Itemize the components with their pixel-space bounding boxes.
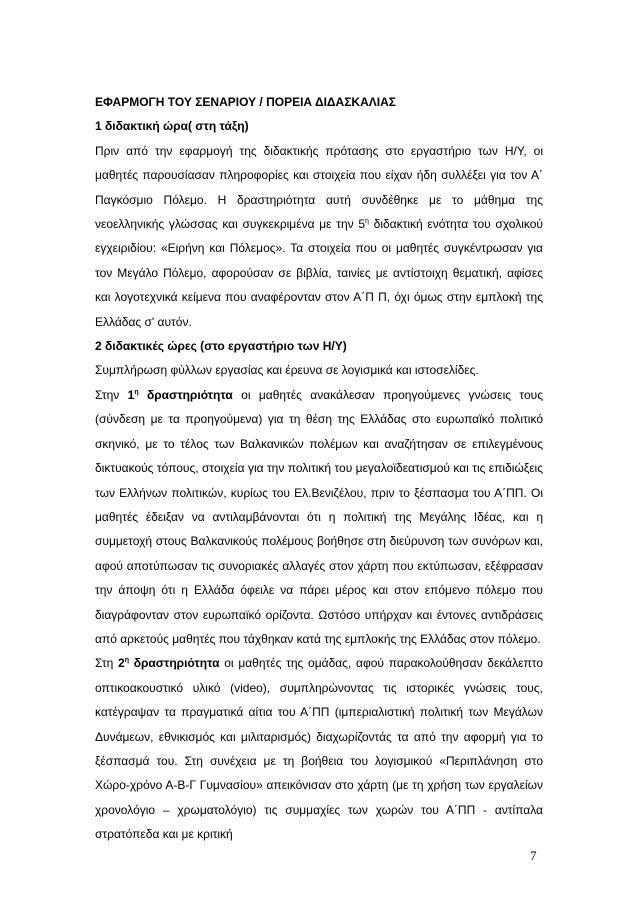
activity1-word: δραστηριότητα (138, 387, 233, 402)
activity1-superscript: η (134, 388, 139, 396)
activity1-prefix: Στην (95, 387, 128, 402)
page-number: 7 (530, 848, 537, 863)
section-title: ΕΦΑΡΜΟΓΗ ΤΟΥ ΣΕΝΑΡΙΟΥ / ΠΟΡΕΙΑ ΔΙΔΑΣΚΑΛΙΑΣ (95, 95, 396, 109)
activity2-text: οι μαθητές της ομάδας, αφού παρακολούθησαν δεκάλεπτο οπτικοακουστικό υλικό (video), συμπληρώνοντας τις ιστορικές γνώσεις τους, κατέγραψαν τα πραγματικά αίτια του Α΄ΠΠ (ιμπεριαλιστική πολιτική των Μεγάλων Δυνάμεων, εθνικισμός και μιλιταρισμός) διαχωρίζοντάς τα από την αφορμή για το ξέσπασμά του. Στη συνέχεια με τη βοήθεια του λογισμικού «Περιπλάνηση στο Χώρο-χρόνο Α-Β-Γ Γυμνασίου» απεικόνισαν στο χάρτη (με τη χρήση των εργαλείων χρονολόγιο – χρωματολόγιο) τις συμμαχίες των χωρών του Α΄ΠΠ - αντίπαλα στρατόπεδα και με κριτική (95, 656, 543, 842)
activity2-word: δραστηριότητα (128, 656, 220, 671)
activity1-number: 1 (127, 387, 135, 402)
activity2-number: 2 (118, 656, 125, 671)
activity2-superscript: η (124, 657, 129, 665)
activity1-paragraph (95, 383, 543, 651)
activity1-label (128, 388, 233, 402)
activity1-text: οι μαθητές ανακάλεσαν προηγούμενες γνώσεις τους (σύνδεση με τα προηγούμενα) για τη θέση της Ελλάδας στο ευρωπαϊκό πολιτικό σκηνικό, με το τέλος των Βαλκανικών πολέμων και αναζήτησαν σε επιλεγμένους δικτυακούς τόπους, στοιχεία για την πολιτική του μεγαλοϊδεατισμού και τις επιδιώξεις των Ελλήνων πολιτικών, κυρίως του Ελ.Βενιζέλου, πριν το ξέσπασμα του Α΄ΠΠ. Οι μαθητές έδειξαν να αντιλαμβάνονται ότι η πολιτική της Μεγάλης Ιδέας, και η συμμετοχή στους Βαλκανικούς πολέμους βοήθησε στη διεύρυνση των συνόρων και, αφού αποτύπωσαν τις συνοριακές αλλαγές στον χάρτη που εκτύπωσαν, εξέφρασαν την άποψη ότι η Ελλάδα όφειλε να πάρει μέρος και στον επόμενο πόλεμο που διαγράφονταν στον ευρωπαϊκό ορίζοντα. Ωστόσο υπήρχαν και έντονες αντιδράσεις από αρκετούς μαθητές που τάχθηκαν κατά της εμπλοκής της Ελλάδας στον πόλεμο. (95, 387, 543, 646)
part1-heading: 1 διδακτική ώρα( στη τάξη) (95, 119, 249, 134)
activity2-paragraph (95, 651, 543, 846)
part1-paragraph (95, 139, 543, 334)
part2-intro: Συμπλήρωση φύλλων εργασίας και έρευνα σε λογισμικά και ιστοσελίδες. (95, 363, 479, 378)
activity2-prefix: Στη (95, 656, 118, 671)
activity2-label (118, 656, 220, 670)
part1-text-b: διδακτική ενότητα του σχολικού εγχειριδίου: «Ειρήνη και Πόλεμος». Τα στοιχεία που οι μαθητές συγκέντρωσαν για τον Μεγάλο Πόλεμο, αφορούσαν σε βιβλία, ταινίες με αντίστοιχη θεματική, αφίσες και λογοτεχνικά κείμενα που αναφέρονταν στον Α΄Π Π, όχι όμως στην εμπλοκή της Ελλάδας σ' αυτόν. (95, 217, 543, 329)
part1-text-a: Πριν από την εφαρμογή της διδακτικής πρότασης στο εργαστήριο των Η/Υ, οι μαθητές παρουσίασαν πληροφορίες και στοιχεία που είχαν ήδη συλλέξει για τον Α΄ Παγκόσμιο Πόλεμο. Η δραστηριότητα αυτή συνδέθηκε με το μάθημα της νεοελληνικής γλώσσας και συγκεκριμένα με την 5 (95, 143, 543, 232)
document-body (95, 90, 543, 847)
part2-heading: 2 διδακτικές ώρες (στο εργαστήριο των Η/Υ) (95, 339, 347, 354)
part1-superscript: η (365, 218, 369, 226)
